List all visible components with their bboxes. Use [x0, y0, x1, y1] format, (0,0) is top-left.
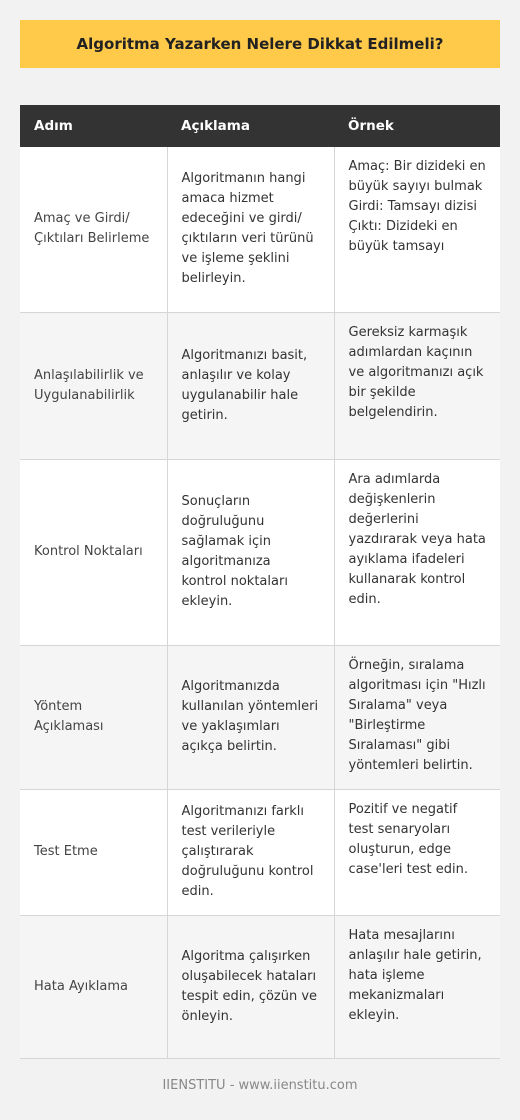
step-cell: Hata Ayıklama: [20, 915, 167, 1058]
steps-table: [20, 105, 500, 1059]
description-cell: Algoritmanızda kullanılan yöntemleri ve yaklaşımları açıkça belirtin.: [167, 645, 334, 789]
table-header-row: [20, 105, 500, 147]
description-cell: Algoritmanın hangi amaca hizmet edeceğini ve girdi/ çıktıların veri türünü ve işleme şeklini belirleyin.: [167, 147, 334, 312]
example-cell: Gereksiz karmaşık adımlardan kaçının ve algoritmanızı açık bir şekilde belgelendirin.: [334, 312, 500, 459]
step-cell: Test Etme: [20, 789, 167, 915]
table-row: [20, 459, 500, 645]
description-cell: Sonuçların doğruluğunu sağlamak için algoritmanıza kontrol noktaları ekleyin.: [167, 459, 334, 645]
example-cell: Pozitif ve negatif test senaryoları oluşturun, edge case'leri test edin.: [334, 789, 500, 915]
table-row: [20, 312, 500, 459]
description-cell: Algoritmanızı basit, anlaşılır ve kolay uygulanabilir hale getirin.: [167, 312, 334, 459]
header-example: Örnek: [334, 105, 500, 147]
description-cell: Algoritma çalışırken oluşabilecek hataları tespit edin, çözün ve önleyin.: [167, 915, 334, 1058]
step-cell: Yöntem Açıklaması: [20, 645, 167, 789]
title-banner: [20, 20, 500, 68]
example-cell: Hata mesajlarını anlaşılır hale getirin, hata işleme mekanizmaları ekleyin.: [334, 915, 500, 1058]
page-title: Algoritma Yazarken Nelere Dikkat Edilmeli?: [76, 35, 444, 53]
example-cell: [334, 147, 500, 312]
table-row: [20, 147, 500, 312]
description-cell: Algoritmanızı farklı test verileriyle çalıştırarak doğruluğunu kontrol edin.: [167, 789, 334, 915]
example-cell: Ara adımlarda değişkenlerin değerlerini yazdırarak veya hata ayıklama ifadeleri kullanarak kontrol edin.: [334, 459, 500, 645]
example-line: Çıktı: Dizideki en büyük tamsayı: [348, 219, 458, 254]
table-row: [20, 645, 500, 789]
step-cell: Anlaşılabilirlik ve Uygulanabilirlik: [20, 312, 167, 459]
step-cell: Kontrol Noktaları: [20, 459, 167, 645]
table-row: [20, 789, 500, 915]
example-cell: Örneğin, sıralama algoritması için "Hızlı Sıralama" veya "Birleştirme Sıralaması" gibi yöntemleri belirtin.: [334, 645, 500, 789]
example-line: Amaç: Bir dizideki en büyük sayıyı bulmak: [348, 159, 486, 194]
step-cell: Amaç ve Girdi/ Çıktıları Belirleme: [20, 147, 167, 312]
table-row: [20, 915, 500, 1058]
header-description: Açıklama: [167, 105, 334, 147]
footer-credit: IIENSTITU - www.iienstitu.com: [162, 1078, 358, 1093]
header-step: Adım: [20, 105, 167, 147]
example-line: Girdi: Tamsayı dizisi: [348, 199, 477, 214]
